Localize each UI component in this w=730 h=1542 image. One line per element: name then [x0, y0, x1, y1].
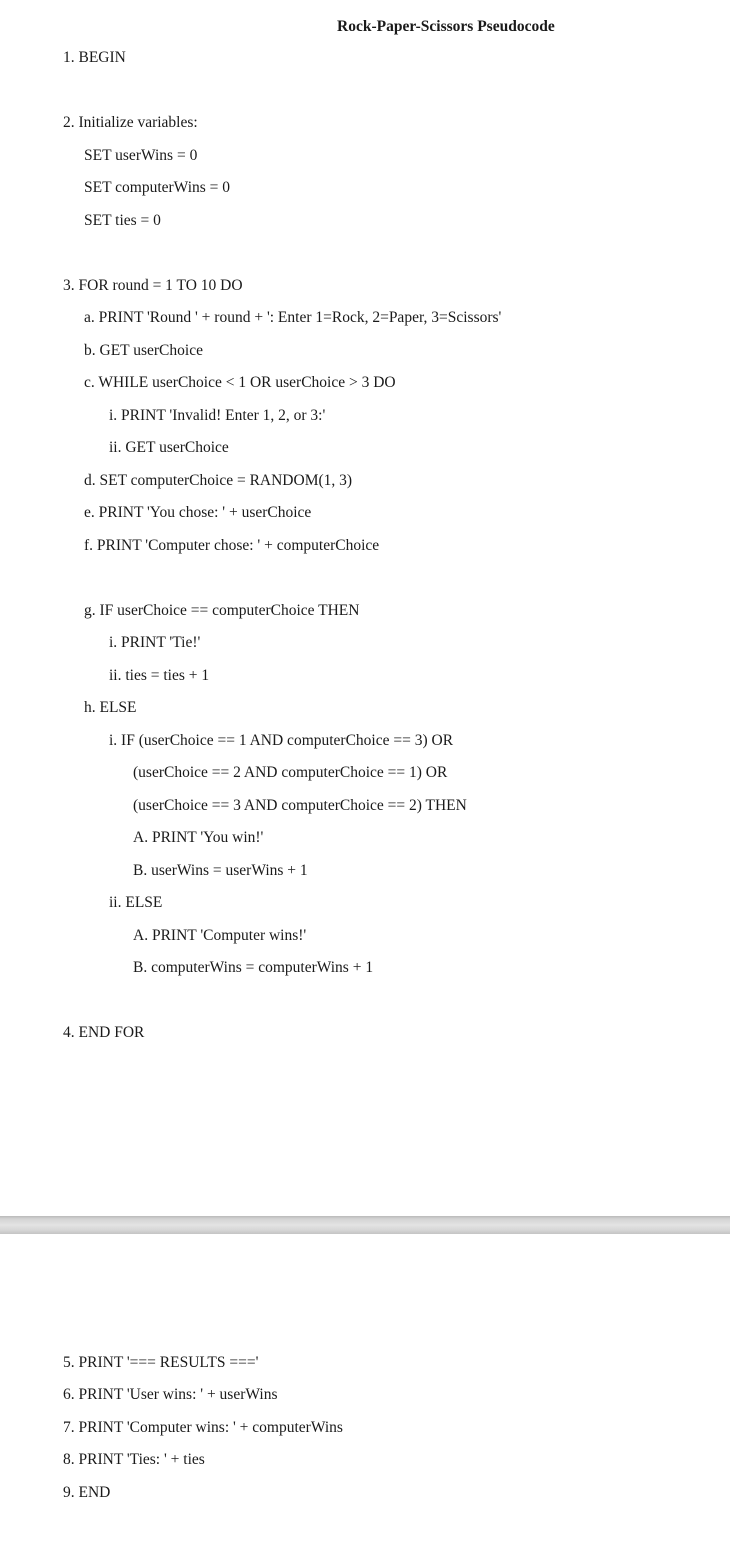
- step-5-print-results: 5. PRINT '=== RESULTS ===': [63, 1354, 259, 1371]
- step-h-i-a-print-you-win: A. PRINT 'You win!': [133, 829, 264, 846]
- step-c-ii-get-choice: ii. GET userChoice: [109, 439, 229, 456]
- step-1-begin: 1. BEGIN: [63, 49, 126, 66]
- step-3-for-loop: 3. FOR round = 1 TO 10 DO: [63, 277, 243, 294]
- step-d-random: d. SET computerChoice = RANDOM(1, 3): [84, 472, 353, 489]
- document-title: Rock-Paper-Scissors Pseudocode: [337, 18, 555, 35]
- step-c-i-print-invalid: i. PRINT 'Invalid! Enter 1, 2, or 3:': [109, 407, 326, 424]
- step-h-else: h. ELSE: [84, 699, 137, 716]
- document-page-2: [0, 1234, 730, 1542]
- step-h-i-b-user-wins-increment: B. userWins = userWins + 1: [133, 862, 308, 879]
- step-4-end-for: 4. END FOR: [63, 1024, 145, 1041]
- set-ties: SET ties = 0: [84, 212, 161, 229]
- step-2-initialize: 2. Initialize variables:: [63, 114, 198, 131]
- step-h-ii-b-computer-wins-increment: B. computerWins = computerWins + 1: [133, 959, 374, 976]
- step-e-print-you-chose: e. PRINT 'You chose: ' + userChoice: [84, 504, 312, 521]
- step-c-while: c. WHILE userChoice < 1 OR userChoice > 3 DO: [84, 374, 396, 391]
- step-g-if-tie: g. IF userChoice == computerChoice THEN: [84, 602, 360, 619]
- step-8-print-ties: 8. PRINT 'Ties: ' + ties: [63, 1451, 205, 1468]
- step-b-get-choice: b. GET userChoice: [84, 342, 203, 359]
- step-f-print-computer-chose: f. PRINT 'Computer chose: ' + computerChoice: [84, 537, 380, 554]
- set-user-wins: SET userWins = 0: [84, 147, 198, 164]
- step-6-print-user-wins: 6. PRINT 'User wins: ' + userWins: [63, 1386, 278, 1403]
- step-7-print-computer-wins: 7. PRINT 'Computer wins: ' + computerWins: [63, 1419, 343, 1436]
- step-9-end: 9. END: [63, 1484, 111, 1501]
- step-a-print-round: a. PRINT 'Round ' + round + ': Enter 1=Rock, 2=Paper, 3=Scissors': [84, 309, 502, 326]
- step-h-ii-else: ii. ELSE: [109, 894, 163, 911]
- step-h-i-if-line-3: (userChoice == 3 AND computerChoice == 2) THEN: [133, 797, 467, 814]
- step-g-i-print-tie: i. PRINT 'Tie!': [109, 634, 201, 651]
- step-g-ii-ties-increment: ii. ties = ties + 1: [109, 667, 210, 684]
- step-h-i-if-line-1: i. IF (userChoice == 1 AND computerChoice == 3) OR: [109, 732, 454, 749]
- set-computer-wins: SET computerWins = 0: [84, 179, 231, 196]
- step-h-ii-a-print-computer-wins: A. PRINT 'Computer wins!': [133, 927, 307, 944]
- step-h-i-if-line-2: (userChoice == 2 AND computerChoice == 1) OR: [133, 764, 448, 781]
- page-break-divider: [0, 1216, 730, 1234]
